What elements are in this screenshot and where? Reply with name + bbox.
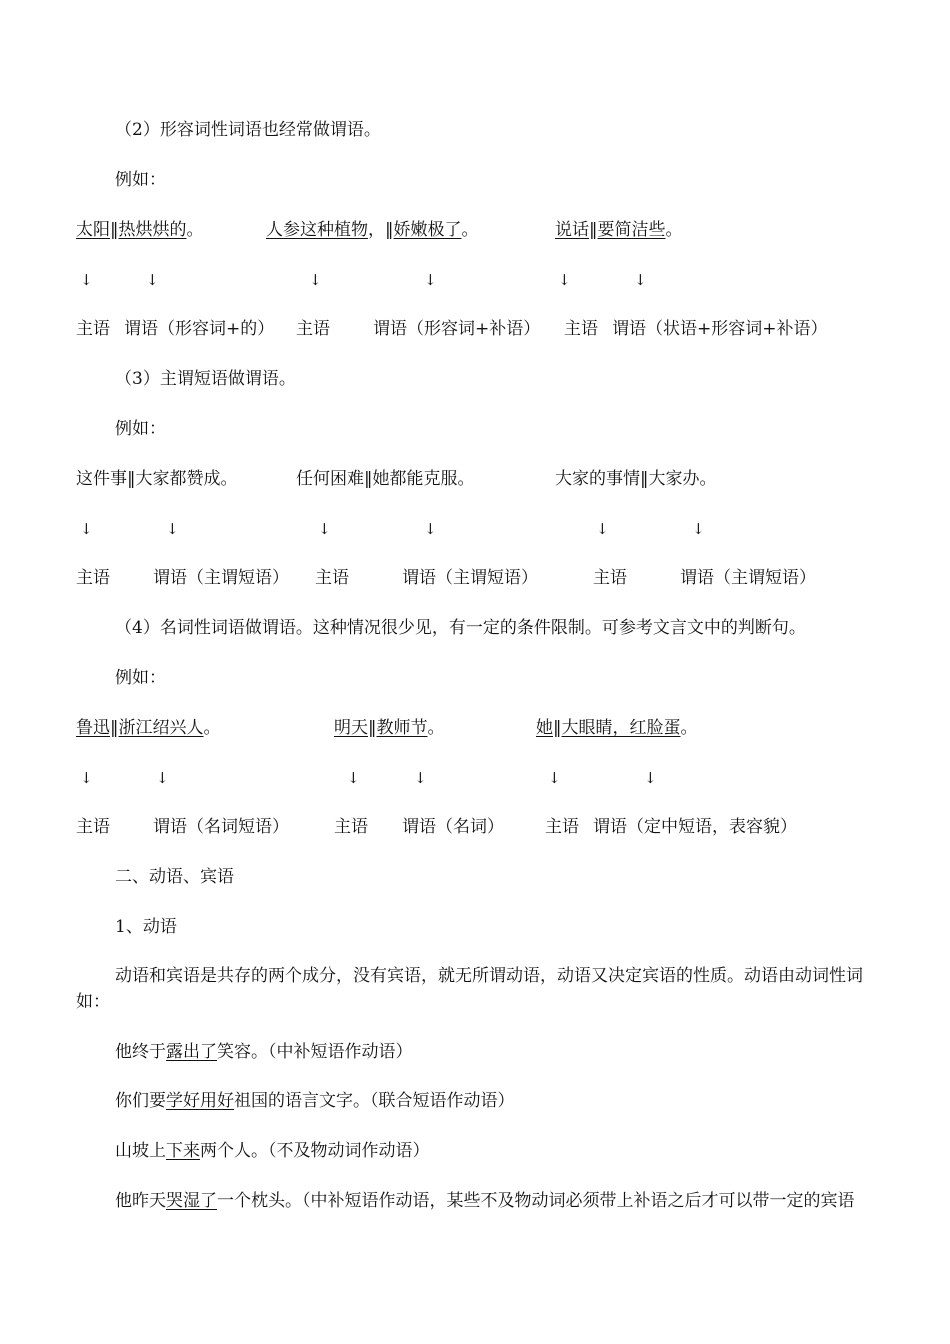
subject: 太阳 [76, 220, 110, 240]
arrow-down-icon: ↓ [166, 520, 179, 538]
separator: ‖ [110, 718, 119, 738]
example-text: 笑容。（中补短语作动语） [217, 1042, 413, 1062]
predicate: 热烘烘的 [118, 220, 187, 240]
verb-phrase: 哭湿了 [166, 1191, 217, 1211]
label-predicate: 谓语（形容词+的） [124, 319, 275, 339]
arrow-down-icon: ↓ [596, 520, 609, 538]
separator: ‖ [553, 718, 562, 738]
label-predicate: 谓语（名词） [402, 817, 504, 837]
label-predicate: 谓语（名词短语） [153, 817, 289, 837]
section4-example-2 [334, 717, 445, 739]
arrow-down-icon: ↓ [347, 769, 360, 787]
arrow-down-icon: ↓ [424, 271, 437, 289]
arrow-down-icon: ↓ [80, 271, 93, 289]
label-subject: 主语 [334, 817, 368, 837]
separator: ，‖ [368, 220, 394, 240]
label-predicate: 谓语（状语+形容词+补语） [612, 319, 828, 339]
section2-example-label: 例如： [115, 170, 166, 190]
section3-example-3: 大家的事情‖大家办。 [555, 469, 717, 489]
example-text: 一个枕头。（中补短语作动语，某些不及物动词必须带上补语之后才可以带一定的宾语 [217, 1191, 855, 1211]
section3-example-label: 例如： [115, 419, 166, 439]
predicate: 教师节 [376, 718, 428, 738]
example-text: 他终于 [115, 1042, 166, 1062]
arrow-down-icon: ↓ [644, 769, 657, 787]
section2-example-1 [76, 219, 204, 241]
period: 。 [186, 220, 204, 240]
label-subject: 主语 [296, 319, 330, 339]
arrow-down-icon: ↓ [692, 520, 705, 538]
subject: 人参这种植物 [266, 220, 368, 240]
label-subject: 主语 [545, 817, 579, 837]
verb-example-1 [115, 1041, 413, 1063]
paragraph-line-2: 如： [76, 992, 110, 1012]
arrow-down-icon: ↓ [414, 769, 427, 787]
arrow-down-icon: ↓ [424, 520, 437, 538]
arrow-down-icon: ↓ [548, 769, 561, 787]
separator: ‖ [110, 220, 119, 240]
subject: 说话 [555, 220, 589, 240]
section4-heading: （4）名词性词语做谓语。这种情况很少见，有一定的条件限制。可参考文言文中的判断句。 [115, 618, 806, 638]
verb-phrase: 露出了 [166, 1042, 217, 1062]
section3-example-2: 任何困难‖她都能克服。 [296, 469, 475, 489]
verb-phrase: 学好用好 [166, 1091, 234, 1111]
label-predicate: 谓语（定中短语，表容貌） [593, 817, 797, 837]
subject: 明天 [334, 718, 368, 738]
label-predicate: 谓语（形容词+补语） [373, 319, 541, 339]
arrow-down-icon: ↓ [318, 520, 331, 538]
predicate: 娇嫩极了 [393, 220, 462, 240]
part2-heading: 二、动语、宾语 [115, 867, 234, 887]
label-predicate: 谓语（主谓短语） [402, 568, 538, 588]
verb-example-4 [115, 1190, 855, 1212]
example-text: 你们要 [115, 1091, 166, 1111]
arrow-down-icon: ↓ [558, 271, 571, 289]
section3-example-1: 这件事‖大家都赞成。 [76, 469, 238, 489]
example-text: 祖国的语言文字。（联合短语作动语） [234, 1091, 515, 1111]
arrow-down-icon: ↓ [634, 271, 647, 289]
label-subject: 主语 [76, 817, 110, 837]
verb-phrase: 下来 [166, 1141, 200, 1161]
section4-example-3 [536, 717, 698, 739]
arrow-down-icon: ↓ [156, 769, 169, 787]
period: 。 [203, 718, 221, 738]
example-text: 他昨天 [115, 1191, 166, 1211]
period: 。 [427, 718, 445, 738]
verb-example-3 [115, 1140, 430, 1162]
period: 。 [680, 718, 698, 738]
example-text: 两个人。（不及物动词作动语） [200, 1141, 430, 1161]
label-subject: 主语 [315, 568, 349, 588]
section3-heading: （3）主谓短语做谓语。 [115, 369, 296, 389]
arrow-down-icon: ↓ [80, 520, 93, 538]
predicate: 要简洁些 [597, 220, 666, 240]
period: 。 [665, 220, 683, 240]
predicate: 大眼睛，红脸蛋 [561, 718, 681, 738]
label-subject: 主语 [76, 319, 110, 339]
arrow-down-icon: ↓ [146, 271, 159, 289]
section4-example-label: 例如： [115, 668, 166, 688]
arrow-down-icon: ↓ [309, 271, 322, 289]
section2-example-2 [266, 219, 479, 241]
arrow-down-icon: ↓ [80, 769, 93, 787]
label-predicate: 谓语（主谓短语） [153, 568, 289, 588]
subject: 她 [536, 718, 553, 738]
separator: ‖ [589, 220, 598, 240]
paragraph-line-1: 动语和宾语是共存的两个成分，没有宾语，就无所谓动语，动语又决定宾语的性质。动语由动词性词 [115, 966, 863, 986]
section4-example-1 [76, 717, 221, 739]
label-subject: 主语 [593, 568, 627, 588]
section2-heading: （2）形容词性词语也经常做谓语。 [115, 120, 381, 140]
period: 。 [461, 220, 479, 240]
section2-example-3 [555, 219, 683, 241]
subject: 鲁迅 [76, 718, 110, 738]
label-predicate: 谓语（主谓短语） [680, 568, 816, 588]
predicate: 浙江绍兴人 [118, 718, 204, 738]
separator: ‖ [368, 718, 377, 738]
verb-example-2 [115, 1090, 515, 1112]
example-text: 山坡上 [115, 1141, 166, 1161]
label-subject: 主语 [76, 568, 110, 588]
part2-subheading: 1、动语 [115, 917, 177, 937]
label-subject: 主语 [564, 319, 598, 339]
